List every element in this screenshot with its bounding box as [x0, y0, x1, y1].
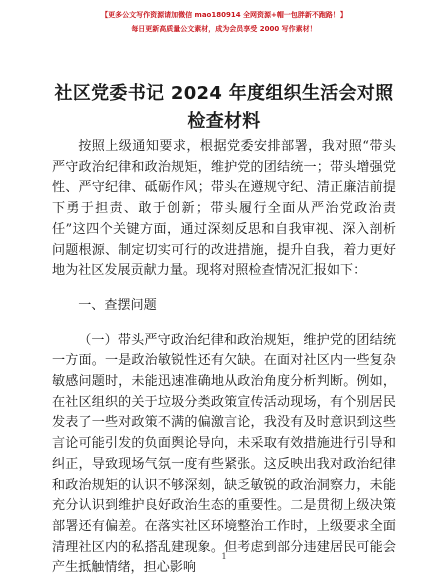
section-heading: 一、查摆问题 — [78, 297, 157, 313]
intro-paragraph: 按照上级通知要求，根据党委安排部署，我对照“带头严守政治纪律和政治规矩，维护党的团结统一；带头增强党性、严守纪律、砥砺作风；带头在遵规守纪、清正廉洁前提下勇于担责、敢于创新；带头履行全面从严治党政治责任”这四个关键方面，通过深刻反思和自我审视、深入剖析问题根源、制定切实可行的改进措施，提升自我，着力更好地为社区发展贡献力量。现将对照检查情况汇报如下： — [52, 139, 396, 279]
page-number: 1 — [221, 552, 227, 561]
banner-line-2: 每日更新高质量公文素材，成为会员享受 2000 写作素材！ — [131, 25, 317, 33]
document-title: 社区党委书记 2024 年度组织生活会对照检查材料 — [54, 83, 394, 132]
banner-line-1: 【更多公文写作资源请加微信 mao180914 全网资源+帽一包胖新不跑路！】 — [101, 11, 347, 19]
document-body — [52, 137, 396, 579]
header-banner — [0, 0, 448, 46]
section-paragraph: （一）带头严守政治纪律和政治规矩，维护党的团结统一方面。一是政治敏锐性还有欠缺。在面对社区内一些复杂敏感问题时，未能迅速准确地从政治角度分析判断。例如，在社区组织的关于垃圾分类政策宣传活动现场，有个别居民发表了一些对政策不满的偏激言论，我没有及时意识到这些言论可能引发的负面舆论导向，未采取有效措施进行引导和纠正，导致现场气氛一度有些紧张。这反映出我对政治纪律和政治规矩的认识不够深刻，缺乏敏锐的政治洞察力，未能充分认识到维护良好政治生态的重要性。二是贯彻上级决策部署还有偏差。在落实社区环境整治工作时，上级要求全面清理社区内的私搭乱建现象。但考虑到部分违建居民可能会产生抵触情绪，担心影响 — [52, 332, 396, 576]
